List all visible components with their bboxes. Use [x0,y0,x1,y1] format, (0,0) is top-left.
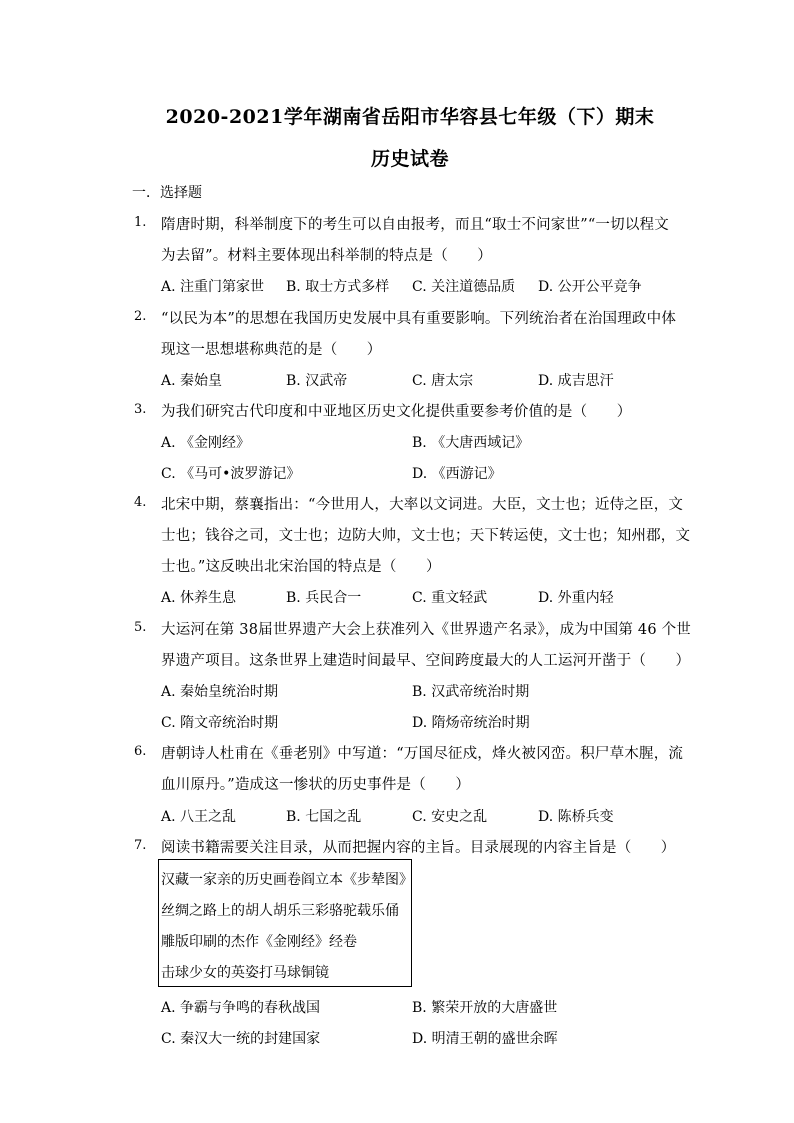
option-b[interactable]: B. 取士方式多样 [286,279,390,295]
exam-title-line2: 历史试卷 [370,148,449,170]
option-a[interactable]: A. 八王之乱 [161,809,237,825]
question-text-line: 血川原丹。”造成这一惨状的历史事件是（ ） [161,777,471,793]
question-text-line: 大运河在第 38届世界遗产大会上获准列入《世界遗产名录》，成为中国第 46 个世 [161,622,691,638]
question-text-line: 唐朝诗人杜甫在《垂老别》中写道：“万国尽征戍，烽火被冈峦。积尸草木腥，流 [161,746,684,762]
question-text-line: 为去留”。材料主要体现出科举制的特点是（ ） [161,248,493,264]
option-c[interactable]: C. 隋文帝统治时期 [161,715,279,731]
option-b[interactable]: B. 《大唐西域记》 [412,435,530,451]
option-d[interactable]: D. 《西游记》 [412,466,502,482]
question-number: 6. [134,744,147,759]
question-number: 5. [134,620,147,635]
option-c[interactable]: C. 安史之乱 [412,809,488,825]
question-text-line: 士也。”这反映出北宋治国的特点是（ ） [161,559,441,575]
exam-title-line1: 2020-2021学年湖南省岳阳市华容县七年级（下）期末 [165,106,655,128]
question-number: 7. [134,838,147,853]
question-number: 2. [134,309,147,324]
option-b[interactable]: B. 七国之乱 [286,809,362,825]
option-c[interactable]: C. 关注道德品质 [412,279,516,295]
option-c[interactable]: C. 唐太宗 [412,373,474,389]
contents-entry: 击球少女的英姿打马球铜镜 [161,965,329,981]
question-number: 3. [134,402,147,417]
question-text-line: 阅读书籍需要关注目录，从而把握内容的主旨。目录展现的内容主旨是（ ） [161,840,676,856]
option-b[interactable]: B. 汉武帝统治时期 [412,684,530,700]
option-c[interactable]: C. 重文轻武 [412,590,488,606]
question-text-line: 界遗产项目。这条世界上建造时间最早、空间跨度最大的人工运河开凿于（ ） [161,653,691,669]
question-text-line: 北宋中期，蔡襄指出：“今世用人，大率以文词进。大臣，文士也；近侍之臣，文 [161,497,684,513]
question-text-line: 为我们研究古代印度和中亚地区历史文化提供重要参考价值的是（ ） [161,404,632,420]
option-a[interactable]: A. 注重门第家世 [161,279,265,295]
option-d[interactable]: D. 明清王朝的盛世余晖 [412,1031,558,1047]
question-text-line: 隋唐时期，科举制度下的考生可以自由报考，而且“取士不问家世”“一切以程文 [161,217,669,233]
option-b[interactable]: B. 兵民合一 [286,590,362,606]
question-text-line: 现这一思想堪称典范的是（ ） [161,342,382,358]
contents-entry: 丝绸之路上的胡人胡乐三彩骆驼载乐俑 [161,903,399,919]
option-a[interactable]: A. 休养生息 [161,590,237,606]
section-heading: 一．选择题 [132,185,202,201]
option-d[interactable]: D. 公开公平竞争 [538,279,642,295]
option-d[interactable]: D. 隋炀帝统治时期 [412,715,530,731]
option-a[interactable]: A. 秦始皇 [161,373,223,389]
option-d[interactable]: D. 陈桥兵变 [538,809,614,825]
option-a[interactable]: A. 《金刚经》 [161,435,251,451]
question-number: 4. [134,495,147,510]
question-number: 1. [134,215,147,230]
contents-entry: 汉藏一家亲的历史画卷阎立本《步辇图》 [161,872,413,888]
option-b[interactable]: B. 繁荣开放的大唐盛世 [412,1000,558,1016]
option-a[interactable]: A. 争霸与争鸣的春秋战国 [161,1000,321,1016]
option-a[interactable]: A. 秦始皇统治时期 [161,684,279,700]
option-d[interactable]: D. 外重内轻 [538,590,614,606]
question-text-line: 士也；钱谷之司，文士也；边防大帅，文士也；天下转运使，文士也；知州郡，文 [161,528,691,544]
option-b[interactable]: B. 汉武帝 [286,373,348,389]
option-c[interactable]: C. 《马可•波罗游记》 [161,466,301,482]
question-text-line: “以民为本”的思想在我国历史发展中具有重要影响。下列统治者在治国理政中体 [161,311,677,327]
option-d[interactable]: D. 成吉思汗 [538,373,614,389]
option-c[interactable]: C. 秦汉大一统的封建国家 [161,1031,321,1047]
contents-entry: 雕版印刷的杰作《金刚经》经卷 [161,934,357,950]
